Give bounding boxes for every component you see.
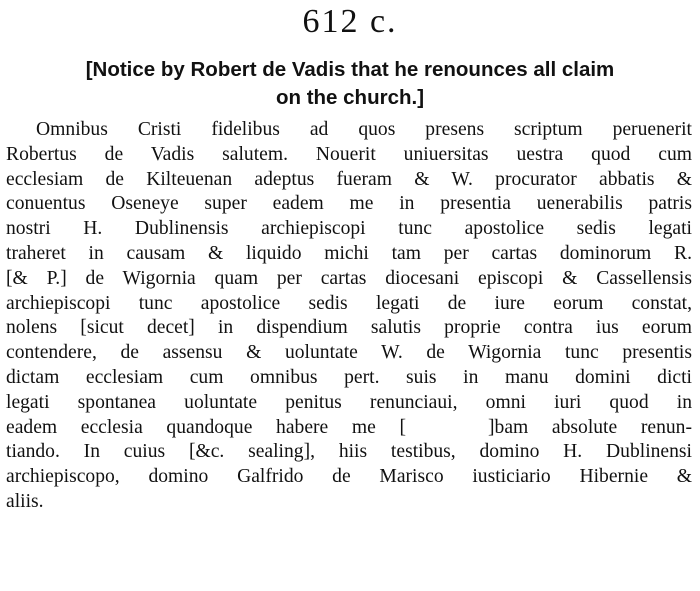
- text-line-11: dictam ecclesiam cum omnibus pert. suis in manu domini dicti: [6, 366, 692, 388]
- text-before-lacuna: eadem ecclesia quandoque habere me [: [6, 416, 406, 438]
- text-after-lacuna: ]bam absolute renun-: [488, 416, 692, 438]
- text-line-1: Omnibus Cristi fidelibus ad quos presens scriptum peruenerit: [36, 119, 692, 140]
- text-line-7: [& P.] de Wigornia quam per cartas diocesani episcopi & Cassellensis: [6, 267, 692, 289]
- document-heading: [20, 56, 680, 112]
- text-line-5: nostri H. Dublinensis archiepiscopi tunc apostolice sedis legati: [6, 218, 692, 240]
- text-line-3: ecclesiam de Kilteuenan adeptus fueram & W. procurator abbatis &: [6, 168, 692, 190]
- text-line-15: archiepiscopo, domino Galfrido de Marisco iusticiario Hibernie &: [6, 466, 692, 488]
- text-line-13-with-lacuna: [6, 416, 692, 441]
- text-line-10: contendere, de assensu & uoluntate W. de Wigornia tunc presentis: [6, 342, 692, 364]
- text-line-6: traheret in causam & liquido michi tam per cartas dominorum R.: [6, 242, 692, 264]
- document-number: 612 c.: [302, 3, 398, 40]
- text-line-14: tiando. In cuius [&c. sealing], hiis testibus, domino H. Dublinensi: [6, 441, 692, 463]
- charter-text: [6, 118, 692, 515]
- heading-line-2: on the church.]: [275, 86, 425, 109]
- heading-line-1: [Notice by Robert de Vadis that he renounces all claim: [85, 58, 615, 81]
- text-line-8: archiepiscopi tunc apostolice sedis legati de iure eorum constat,: [6, 292, 692, 314]
- text-line-4: conuentus Oseneye super eadem me in presentia uenerabilis patris: [6, 193, 692, 215]
- text-line-12: legati spontanea uoluntate penitus renunciaui, omni iuri quod in: [6, 391, 692, 413]
- text-line-9: nolens [sicut decet] in dispendium salutis proprie contra ius eorum: [6, 317, 692, 339]
- text-line-16: aliis.: [6, 490, 44, 512]
- text-line-2: Robertus de Vadis salutem. Nouerit uniuersitas uestra quod cum: [6, 143, 692, 165]
